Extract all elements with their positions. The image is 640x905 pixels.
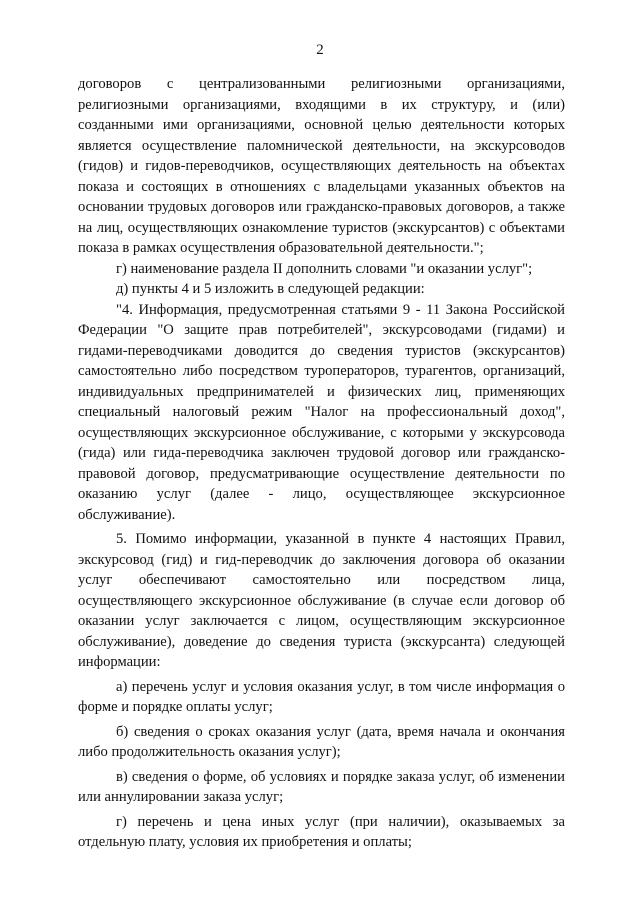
paragraph-subitem-a: а) перечень услуг и условия оказания услуг, в том числе информация о форме и порядке оплаты услуг;: [78, 678, 565, 715]
paragraph-subitem-v: в) сведения о форме, об условиях и порядке заказа услуг, об изменении или аннулировании заказа услуг;: [78, 768, 565, 805]
paragraph-subitem-g: г) перечень и цена иных услуг (при наличии), оказываемых за отдельную плату, условия их приобретения и оплаты;: [78, 813, 565, 850]
paragraph-point-5: 5. Помимо информации, указанной в пункте 4 настоящих Правил, экскурсовод (гид) и гид-переводчик до заключения договора об оказании услуг обеспечивают самостоятельно или посредством лица, осуществляющего экскурсионное обслуживание (в случае если договор об оказании услуг заключается с лицом, осуществляющим экскурсионное обслуживание), доведение до сведения туриста (экскурсанта) следующей информации:: [78, 531, 565, 670]
page-number: 2: [316, 42, 324, 58]
paragraph-subitem-b: б) сведения о сроках оказания услуг (дата, время начала и окончания либо продолжительность оказания услуг);: [78, 723, 565, 760]
paragraph-continuation: договоров с централизованными религиозными организациями, религиозными организациями, входящими в их структуру, и (или) созданными ими организациями, основной целью деятельности которых является осуществление паломнической деятельности, на экскурсоводов (гидов) и гидов-переводчиков, осуществляющих деятельность на объектах показа и состоящих в отношениях с владельцами указанных объектов на основании трудовых договоров или гражданско-правовых договоров, а также на лиц, осуществляющих ознакомление туристов (экскурсантов) с объектами показа в рамках осуществления образовательной деятельности.";: [78, 76, 565, 256]
paragraph-point-4: "4. Информация, предусмотренная статьями 9 - 11 Закона Российской Федерации "О защите прав потребителей", экскурсоводами (гидами) и гидами-переводчиками доводится до сведения туристов (экскурсантов) самостоятельно либо посредством туроператоров, турагентов, организаций, индивидуальных предпринимателей и физических лиц, применяющих специальный налоговый режим "Налог на профессиональный доход", осуществляющих экскурсионное обслуживание, с которыми у экскурсовода (гида) или гида-переводчика заключен трудовой договор или гражданско-правовой договор, предусматривающие осуществление деятельности по оказанию услуг (далее - лицо, осуществляющее экскурсионное обслуживание).: [78, 301, 565, 523]
document-body: [78, 74, 565, 853]
paragraph-item-d: д) пункты 4 и 5 изложить в следующей редакции:: [116, 281, 425, 297]
paragraph-item-g: г) наименование раздела II дополнить словами "и оказании услуг";: [116, 260, 533, 277]
